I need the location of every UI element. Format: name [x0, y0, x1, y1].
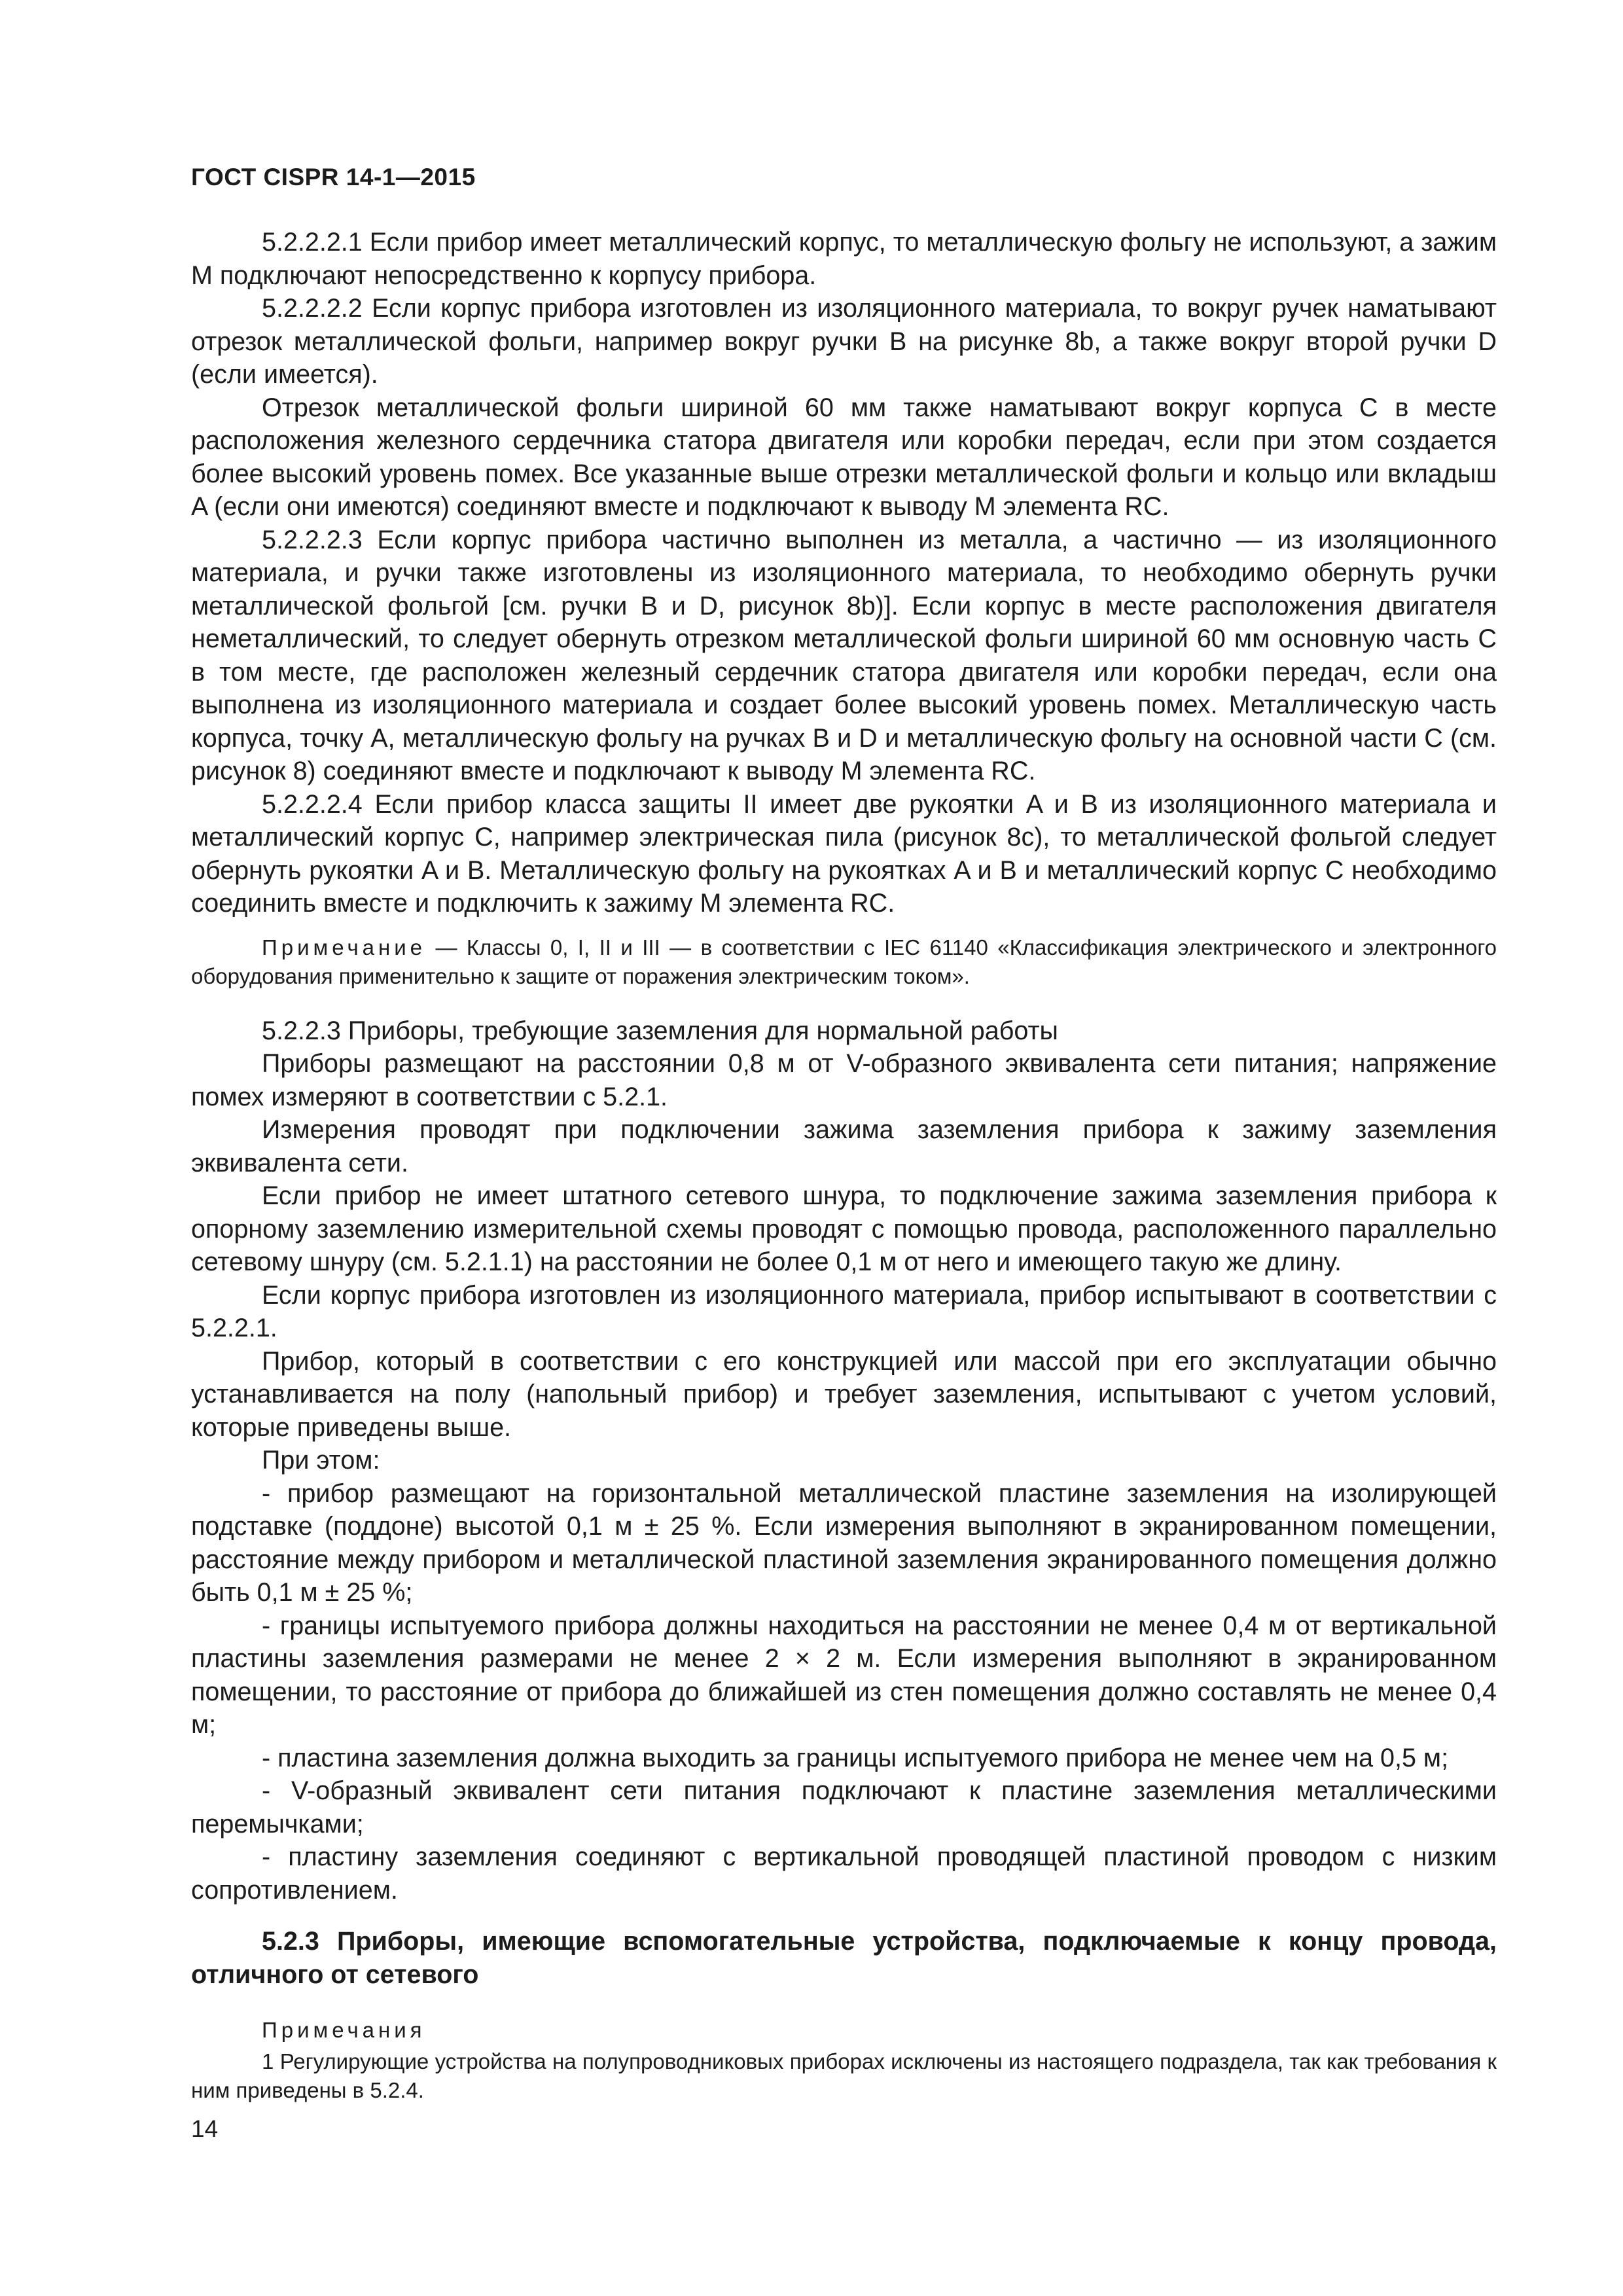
paragraph-conditions-intro: При этом: — [262, 1446, 380, 1475]
note-text: — Классы 0, I, II и III — в соответствии с IEC 61140 «Классификация электрического и электронного оборудования применительно к защите от поражения электрическим током». — [191, 935, 1497, 988]
list-item: - V-образный эквивалент сети питания подключают к пластине заземления металлическими перемычками; — [191, 1776, 1497, 1839]
document-body — [191, 226, 1497, 2105]
paragraph-insulated-case: Если корпус прибора изготовлен из изоляционного материала, прибор испытывают в соответствии с 5.2.2.1. — [191, 1280, 1497, 1342]
clause-5-2-2-2-1: 5.2.2.2.1 Если прибор имеет металлический корпус, то металлическую фольгу не используют, а зажим M подключают непосредственно к корпусу прибора. — [191, 228, 1497, 290]
paragraph-no-cord: Если прибор не имеет штатного сетевого шнура, то подключение зажима заземления прибора к опорному заземлению измерительной схемы проводят с помощью провода, расположенного параллельно сетевому шнуру (см. 5.2.1.1) на расстоянии не более 0,1 м от него и имеющего такую же длину. — [191, 1181, 1497, 1276]
note-item: 1 Регулирующие устройства на полупроводниковых приборах исключены из настоящего подраздела, так как требования к ним приведены в 5.2.4. — [191, 2049, 1497, 2102]
section-5-2-3-heading: 5.2.3 Приборы, имеющие вспомогательные устройства, подключаемые к концу провода, отличного от сетевого — [191, 1927, 1497, 1989]
paragraph-measurements: Измерения проводят при подключении зажима заземления прибора к зажиму заземления эквивалента сети. — [191, 1115, 1497, 1177]
clause-5-2-2-3-title: 5.2.2.3 Приборы, требующие заземления для нормальной работы — [262, 1016, 1058, 1045]
list-item: - пластина заземления должна выходить за границы испытуемого прибора не менее чем на 0,5 м; — [262, 1743, 1449, 1772]
paragraph-floor-appliance: Прибор, который в соответствии с его конструкцией или массой при его эксплуатации обычно устанавливается на полу (напольный прибор) и требует заземления, испытывают с учетом условий, которые приведены выше. — [191, 1346, 1497, 1442]
paragraph-foil-strip: Отрезок металлической фольги шириной 60 мм также наматывают вокруг корпуса C в месте расположения железного сердечника статора двигателя или коробки передач, если при этом создается более высокий уровень помех. Все указанные выше отрезки металлической фольги и кольцо или вкладыш A (если они имеются) соединяют вместе и подключают к выводу M элемента RC. — [191, 393, 1497, 521]
list-item: - пластину заземления соединяют с вертикальной проводящей пластиной проводом с низким сопротивлением. — [191, 1842, 1497, 1905]
note-protection-classes — [191, 933, 1497, 991]
list-item: - прибор размещают на горизонтальной металлической пластине заземления на изолирующей подставке (поддоне) высотой 0,1 м ± 25 %. Если измерения выполняют в экранированном помещении, расстояние между прибором и металлической пластиной заземления экранированного помещения должно быть 0,1 м ± 25 %; — [191, 1479, 1497, 1607]
clause-5-2-2-2-2: 5.2.2.2.2 Если корпус прибора изготовлен из изоляционного материала, то вокруг ручек наматывают отрезок металлической фольги, например вокруг ручки B на рисунке 8b, а также вокруг второй ручки D (если имеется). — [191, 294, 1497, 389]
standard-header: ГОСТ CISPR 14-1—2015 — [191, 164, 476, 190]
paragraph-placement: Приборы размещают на расстоянии 0,8 м от V-образного эквивалента сети питания; напряжение помех измеряют в соответствии с 5.2.1. — [191, 1049, 1497, 1111]
notes-heading: Примечания — [262, 2018, 426, 2042]
note-label: Примечание — [262, 935, 427, 960]
page-number: 14 — [191, 2115, 219, 2142]
list-item: - границы испытуемого прибора должны находиться на расстоянии не менее 0,4 м от вертикальной пластины заземления размерами не менее 2 × 2 м. Если измерения выполняют в экранированном помещении, то расстояние от прибора до ближайшей из стен помещения должно составлять не менее 0,4 м; — [191, 1611, 1497, 1739]
clause-5-2-2-2-4: 5.2.2.2.4 Если прибор класса защиты II имеет две рукоятки A и B из изоляционного материала и металлический корпус C, например электрическая пила (рисунок 8c), то металлической фольгой следует обернуть рукоятки A и B. Металлическую фольгу на рукоятках A и B и металлический корпус C необходимо соединить вместе и подключить к зажиму M элемента RC. — [191, 789, 1497, 918]
clause-5-2-2-2-3: 5.2.2.2.3 Если корпус прибора частично выполнен из металла, а частично — из изоляционного материала, и ручки также изготовлены из изоляционного материала, то необходимо обернуть ручки металлической фольгой [см. ручки B и D, рисунок 8b)]. Если корпус в месте расположения двигателя неметаллический, то следует обернуть отрезком металлической фольги шириной 60 мм основную часть C в том месте, где расположен железный сердечник статора двигателя или коробки передач, если она выполнена из изоляционного материала и создает более высокий уровень помех. Металлическую часть корпуса, точку A, металлическую фольгу на ручках B и D и металлическую фольгу на основной части C (см. рисунок 8) соединяют вместе и подключают к выводу M элемента RC. — [191, 525, 1497, 785]
